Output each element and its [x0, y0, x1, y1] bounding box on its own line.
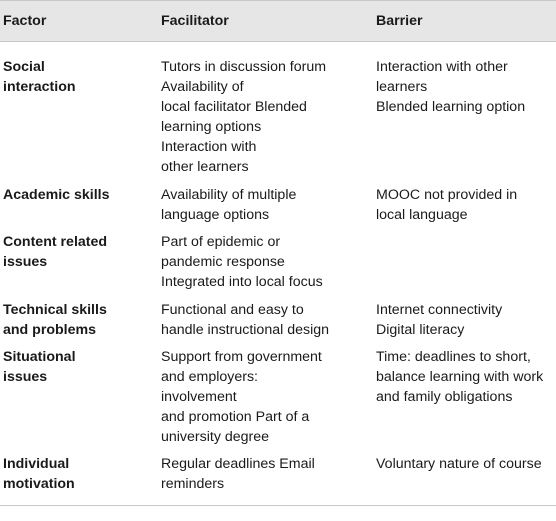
- barrier-cell: [373, 447, 556, 506]
- factor-cell: [0, 225, 161, 292]
- facilitator-line: and promotion Part of a: [161, 409, 310, 425]
- facilitator-line: other learners: [161, 159, 249, 175]
- facilitator-cell: [161, 177, 373, 225]
- facilitator-line: Interaction with: [161, 139, 257, 155]
- factor-cell: [0, 42, 161, 178]
- factor-cell: [0, 340, 161, 447]
- facilitator-line: learning options: [161, 119, 262, 135]
- facilitator-line: local facilitator Blended: [161, 99, 307, 115]
- barrier-line: Voluntary nature of course: [376, 456, 542, 472]
- header-facilitator: Facilitator: [161, 1, 373, 42]
- facilitator-line: Availability of: [161, 79, 244, 95]
- barrier-line: Interaction with other: [376, 59, 508, 75]
- table-row: [0, 177, 556, 225]
- barrier-line: Time: deadlines to short,: [376, 349, 531, 365]
- factor-cell: [0, 177, 161, 225]
- barrier-line: Digital literacy: [376, 322, 465, 338]
- barrier-cell: [373, 292, 556, 340]
- table-row: [0, 42, 556, 178]
- facilitator-line: pandemic response: [161, 254, 285, 270]
- table-body: [0, 42, 556, 506]
- facilitator-line: Availability of multiple: [161, 187, 297, 203]
- table-row: [0, 340, 556, 447]
- barrier-cell: [373, 42, 556, 178]
- facilitator-line: Part of epidemic or: [161, 234, 281, 250]
- facilitator-cell: [161, 340, 373, 447]
- barrier-line: Internet connectivity: [376, 302, 503, 318]
- barrier-line: balance learning with work: [376, 369, 544, 385]
- barrier-line: MOOC not provided in: [376, 187, 518, 203]
- table-row: [0, 447, 556, 506]
- barrier-line: learners: [376, 79, 428, 95]
- factor-line: Technical skills: [3, 302, 107, 318]
- factor-line: Individual: [3, 456, 70, 472]
- barrier-line: local language: [376, 207, 468, 223]
- factor-line: Situational: [3, 349, 76, 365]
- factor-line: Content related: [3, 234, 108, 250]
- barrier-line: and family obligations: [376, 389, 513, 405]
- facilitator-line: handle instructional design: [161, 322, 329, 338]
- factor-line: Social: [3, 59, 45, 75]
- factor-cell: [0, 292, 161, 340]
- factor-line: issues: [3, 254, 48, 270]
- barrier-cell: [373, 340, 556, 447]
- facilitator-line: language options: [161, 207, 270, 223]
- header-row: [0, 1, 556, 42]
- facilitator-line: Functional and easy to: [161, 302, 304, 318]
- facilitator-cell: [161, 447, 373, 506]
- factor-line: issues: [3, 369, 48, 385]
- facilitator-cell: [161, 225, 373, 292]
- facilitator-cell: [161, 42, 373, 178]
- facilitator-line: reminders: [161, 476, 225, 492]
- facilitator-line: and employers:: [161, 369, 258, 385]
- facilitator-line: university degree: [161, 429, 270, 445]
- facilitator-line: Regular deadlines Email: [161, 456, 315, 472]
- facilitator-line: involvement: [161, 389, 237, 405]
- facilitator-line: Integrated into local focus: [161, 274, 323, 290]
- facilitator-cell: [161, 292, 373, 340]
- factor-line: interaction: [3, 79, 76, 95]
- barrier-cell: [373, 225, 556, 292]
- factor-line: motivation: [3, 476, 75, 492]
- barrier-line: Blended learning option: [376, 99, 526, 115]
- facilitator-line: Tutors in discussion forum: [161, 59, 327, 75]
- table-row: [0, 292, 556, 340]
- header-factor: Factor: [0, 1, 161, 42]
- table-row: [0, 225, 556, 292]
- header-barrier: Barrier: [373, 1, 556, 42]
- table-header: [0, 1, 556, 42]
- barrier-cell: [373, 177, 556, 225]
- factor-cell: [0, 447, 161, 506]
- factor-line: Academic skills: [3, 187, 110, 203]
- factor-line: and problems: [3, 322, 97, 338]
- facilitator-line: Support from government: [161, 349, 322, 365]
